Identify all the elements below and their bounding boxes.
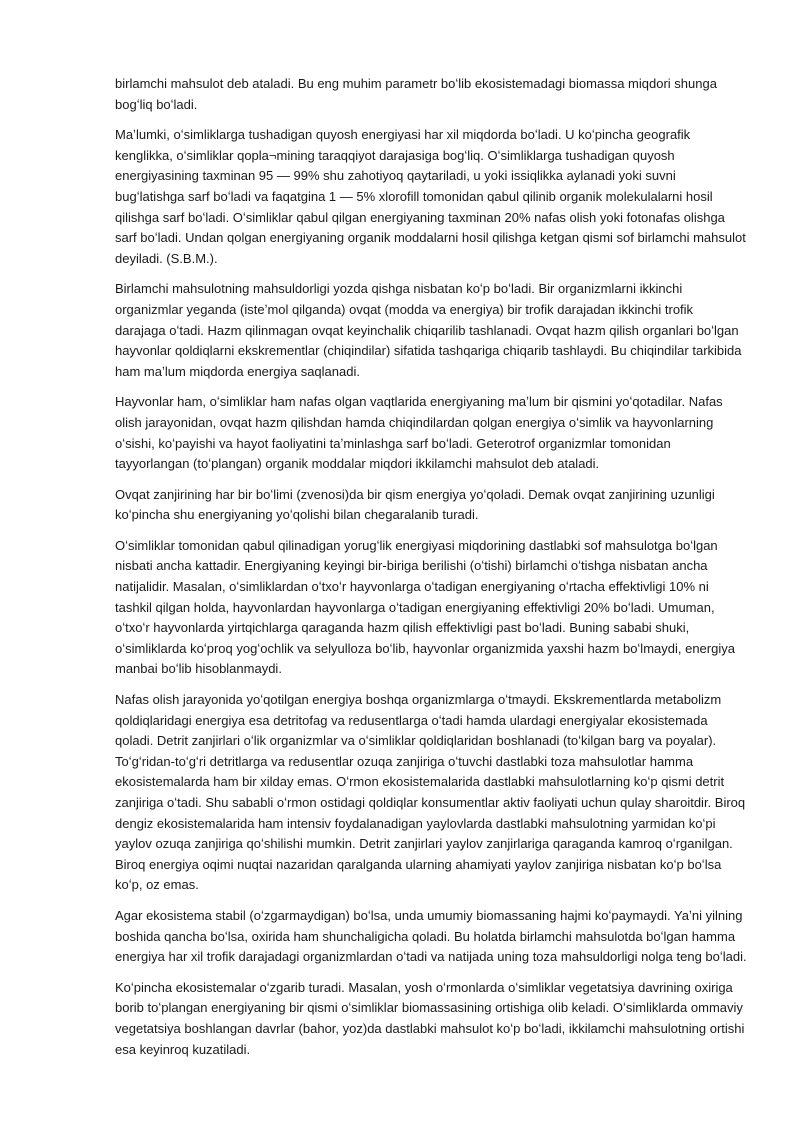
paragraph: Ovqat zanjirining har bir boʻlimi (zvenosi)da bir qism energiya yoʻqoladi. Demak ovqat zanjirining uzunligi koʻpincha shu energiyaning yoʻqolishi bilan chegaralanib turadi. — [115, 486, 715, 523]
paragraph: Oʻsimliklar tomonidan qabul qilinadigan yorugʻlik energiyasi miqdorining dastlabki sof mahsulotga boʻlgan nisbati ancha kattadir. Energiyaning keyingi bir-biriga berilishi (oʻtishi) birlamchi oʻtishga nisbatan ancha natijalidir. Masalan, oʻsimliklardan oʻtxoʻr hayvonlarga oʻtadigan energiyaning oʻrtacha effektivligi 10% ni tashkil qilgan holda, hayvonlardan hayvonlarga oʻtadigan energiyaning effektivligi 20% boʻladi. Umuman, oʻtxoʻr hayvonlarda yirtqichlarga qaraganda hazm qilish effektivligi past boʻladi. Buning sababi shuki, oʻsimliklarda koʻproq yogʻochlik va selyulloza boʻlib, hayvonlar organizmida yaxshi hazm boʻlmaydi, energiya manbai boʻlib hisoblanmaydi. — [115, 537, 735, 677]
document-body — [115, 74, 747, 1070]
paragraph: Birlamchi mahsulotning mahsuldorligi yozda qishga nisbatan koʻp boʻladi. Bir organizmlarni ikkinchi organizmlar yeganda (isteʼmol qilganda) ovqat (modda va energiya) bir trofik darajadan ikkinchi trofik darajaga oʻtadi. Hazm qilinmagan ovqat keyinchalik chiqarilib tashlanadi. Ovqat hazm qilish organlari boʻlgan hayvonlar qoldiqlarni ekskrementlar (chiqindilar) sifatida tashqariga chiqarib tashlaydi. Bu chiqindilar tarkibida ham maʼlum miqdorda energiya saqlanadi. — [115, 281, 742, 379]
paragraph: Maʼlumki, oʻsimliklarga tushadigan quyosh energiyasi har xil miqdorda boʻladi. U koʻpincha geografik kenglikka, oʻsimliklar qopla¬mining taraqqiyot darajasiga bogʻliq. Oʻsimliklarga tushadigan quyosh energiyasining taxminan 95 — 99% shu zahotiyoq qaytariladi, u yoki issiqlikka aylanadi yoki suvni bugʻlatishga sarf boʻladi va faqatgina 1 — 5% xlorofill tomonidan qabul qilinib organik molekulalarni hosil qilishga sarf boʻladi. Oʻsimliklar qabul qilgan energiyaning taxminan 20% nafas olish yoki fotonafas olishga sarf boʻladi. Undan qolgan energiyaning organik moddalarni hosil qilishga ketgan qismi sof birlamchi mahsulot deyiladi. (S.B.M.). — [115, 127, 746, 266]
paragraph: Koʻpincha ekosistemalar oʻzgarib turadi. Masalan, yosh oʻrmonlarda oʻsimliklar vegetatsiya davrining oxiriga borib toʻplangan energiyaning bir qismi oʻsimliklar biomassasining ortishiga olib keladi. Oʻsimliklarda ommaviy vegetatsiya boshlangan davrlar (bahor, yoz)da dastlabki mahsulot koʻp boʻladi, ikkilamchi mahsulotning ortishi esa keyinroq kuzatiladi. — [115, 979, 745, 1057]
paragraph: Nafas olish jarayonida yoʻqotilgan energiya boshqa organizmlarga oʻtmaydi. Ekskrementlarda metabolizm qoldiqlaridagi energiya esa detritofag va redusentlarga oʻtadi hamda ulardagi energiyalar ekosistemada qoladi. Detrit zanjirlari oʻlik organizmlar va oʻsimliklar qoldiqlaridan boshlanadi (toʻkilgan barg va poyalar). Toʻgʻridan-toʻgʻri detritlarga va redusentlar ozuqa zanjiriga oʻtuvchi dastlabki toza mahsulotlar hamma ekosistemalarda ham bir xilday emas. Oʻrmon ekosistemalarida dastlabki mahsulotlarning koʻp qismi detrit zanjiriga oʻtadi. Shu sababli oʻrmon ostidagi qoldiqlar konsumentlar aktiv faoliyati uchun qulay sharoitdir. Biroq dengiz ekosistemalarida ham intensiv foydalanadigan yaylovlarda dastlabki mahsulotning yarmidan koʻpi yaylov ozuqa zanjiriga qoʻshilishi mumkin. Detrit zanjirlari yaylov zanjirlariga qaraganda kamroq oʻrganilgan. Biroq energiya oqimi nuqtai nazaridan qaralganda ularning ahamiyati yaylov zanjiriga nisbatan koʻp boʻlsa koʻp, oz emas. — [115, 692, 746, 893]
paragraph: Hayvonlar ham, oʻsimliklar ham nafas olgan vaqtlarida energiyaning maʼlum bir qismini yoʻqotadilar. Nafas olish jarayonidan, ovqat hazm qilishdan hamda chiqindilardan qolgan energiya oʻsimlik va hayvonlarning oʻsishi, koʻpayishi va hayot faoliyatini taʼminlashga sarf boʻladi. Geterotrof organizmlar tomonidan tayyorlangan (toʻplangan) organik moddalar miqdori ikkilamchi mahsulot deb ataladi. — [115, 394, 723, 472]
paragraph: birlamchi mahsulot deb ataladi. Bu eng muhim parametr boʻlib ekosistemadagi biomassa miqdori shunga bogʻliq boʻladi. — [115, 76, 717, 112]
paragraph: Agar ekosistema stabil (oʻzgarmaydigan) boʻlsa, unda umumiy biomassaning hajmi koʻpaymaydi. Yaʼni yilning boshida qancha boʻlsa, oxirida ham shunchaligicha qoladi. Bu holatda birlamchi mahsulotda boʻlgan hamma energiya har xil trofik darajadagi organizmlardan oʻtadi va natijada uning toza mahsuldorligi nolga teng boʻladi. — [115, 907, 747, 965]
